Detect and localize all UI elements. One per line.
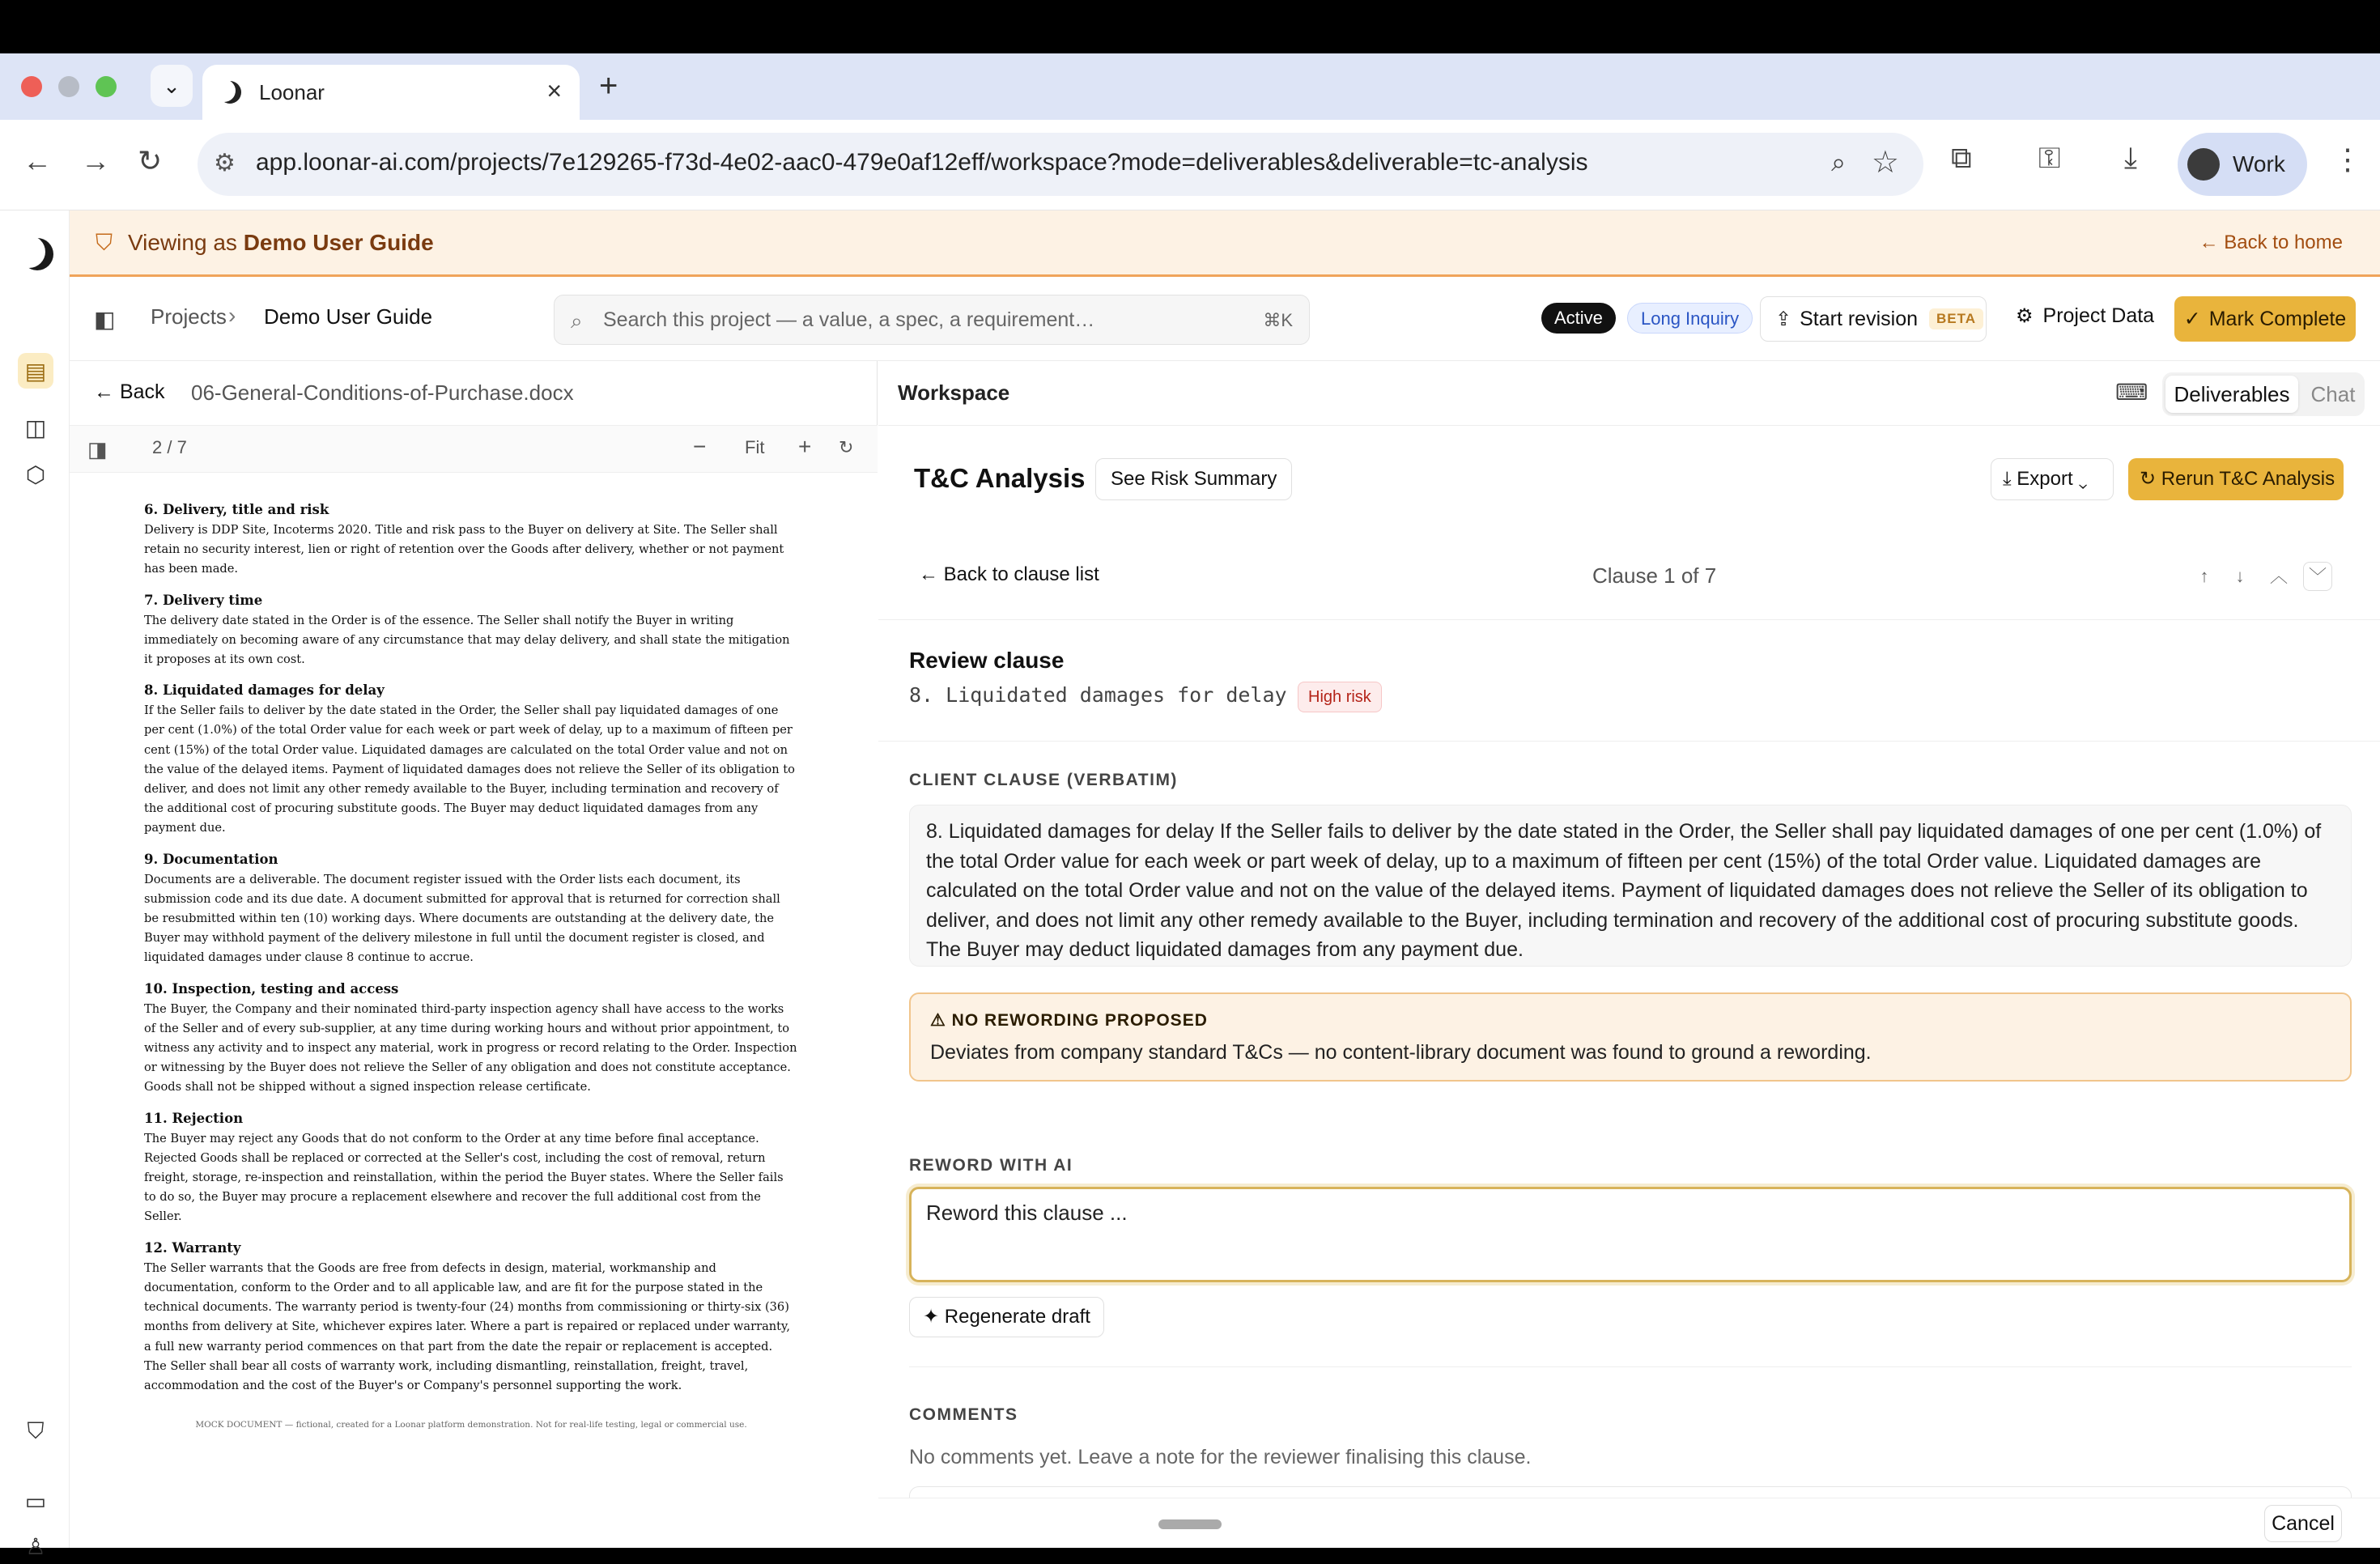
refresh-icon: ↻ — [2140, 468, 2157, 490]
regenerate-draft-label: Regenerate draft — [944, 1306, 1090, 1328]
address-bar[interactable] — [198, 133, 1923, 196]
reword-label: REWORD WITH AI — [909, 1156, 1073, 1175]
document-content — [144, 502, 798, 1430]
close-tab-icon[interactable]: × — [546, 76, 562, 105]
back-to-home-link[interactable]: ← Back to home — [2199, 232, 2343, 253]
chat-bubble-icon[interactable]: ▭ — [24, 1488, 47, 1514]
check-circle-icon: ✓ — [2183, 308, 2201, 330]
page-indicator: 2 / 7 — [152, 437, 187, 457]
mark-complete-button[interactable] — [2174, 296, 2356, 342]
workspace-mode-switch — [2162, 372, 2365, 416]
shield-icon[interactable]: ⛉ — [27, 1417, 45, 1443]
upload-icon: ⇪ — [1775, 308, 1792, 330]
beta-badge: BETA — [1929, 308, 1983, 329]
tab-title: Loonar — [259, 79, 325, 104]
site-settings-icon[interactable]: ⚙ — [214, 150, 236, 176]
shield-icon: ⛉ — [96, 230, 113, 255]
thumbnails-panel-icon[interactable]: ◨ — [87, 437, 108, 461]
sliders-icon: ⚙ — [2016, 305, 2034, 327]
url-text[interactable]: app.loonar-ai.com/projects/7e129265-f73d-4e02-aac0-479e0af12eff/workspace?mode=deliverables&deliverable=tc-analysis — [256, 149, 1588, 176]
password-key-icon[interactable]: ⚿ — [2038, 141, 2061, 174]
resize-handle[interactable] — [1158, 1519, 1222, 1529]
close-window-button[interactable] — [21, 76, 42, 97]
sidebar-toggle-icon[interactable]: ◧ — [94, 307, 116, 332]
breadcrumb-projects[interactable]: Projects — [151, 304, 227, 329]
tab-chat[interactable]: Chat — [2310, 382, 2356, 406]
search-placeholder: Search this project — a value, a spec, a requirement… — [603, 308, 1095, 331]
viewing-as-text — [128, 230, 434, 256]
rotate-icon[interactable]: ↻ — [839, 437, 854, 457]
maximize-window-button[interactable] — [96, 76, 117, 97]
project-data-button[interactable] — [2016, 304, 2154, 328]
loonar-favicon-icon — [219, 81, 241, 104]
no-rewording-alert — [909, 992, 2352, 1082]
document-page — [70, 473, 878, 1548]
zoom-icon[interactable]: ⌕ — [1831, 147, 1846, 176]
review-clause-header — [878, 620, 2380, 742]
divider — [909, 1366, 2352, 1367]
mark-complete-label: Mark Complete — [2208, 307, 2347, 330]
loonar-logo[interactable] — [21, 238, 53, 270]
new-tab-button[interactable]: + — [599, 68, 618, 104]
profile-button[interactable] — [2178, 133, 2307, 196]
warning-icon: ⚠ — [930, 1011, 946, 1030]
analysis-toolbar — [878, 426, 2380, 539]
document-section-title: 6. Delivery, title and risk — [144, 502, 329, 517]
rerun-analysis-label: Rerun T&C Analysis — [2161, 468, 2335, 490]
arrow-up-icon[interactable]: ↑ — [2199, 566, 2209, 586]
viewing-as-user: Demo User Guide — [243, 230, 434, 255]
document-footer-note: MOCK DOCUMENT — fictional, created for a Loonar platform demonstration. Not for real-life testing, legal or commercial use. — [195, 1420, 747, 1430]
document-toolbar — [70, 426, 878, 473]
document-section-body: Delivery is DDP Site, Incoterms 2020. Title and risk pass to the Buyer on delivery at Site. The Seller shall retain no security interest, lien or right of retention over the Goods after delivery, whether or not payment has been made. — [144, 523, 784, 576]
start-revision-label: Start revision — [1800, 307, 1918, 330]
reload-icon[interactable]: ↻ — [138, 144, 163, 177]
project-data-label: Project Data — [2042, 304, 2155, 327]
document-section-body: Documents are a deliverable. The document register issued with the Order lists each document, its submission code and its due date. A document submitted for approval that is returned for correction shall be resubmitted within ten (10) working days. Where documents are outstanding at the delivery date, the Buyer may withhold payment of the delivery milestone in full until the document register is closed, and liquidated damages under clause 8 continue to accrue. — [144, 872, 780, 965]
back-arrow-icon[interactable]: ← — [23, 144, 52, 177]
regenerate-draft-button[interactable] — [909, 1297, 1104, 1337]
left-rail — [0, 210, 70, 1559]
no-comments-text: No comments yet. Leave a note for the reviewer finalising this clause. — [909, 1446, 1532, 1468]
document-section-title: 9. Documentation — [144, 851, 278, 867]
clause-counter: Clause 1 of 7 — [1592, 563, 1717, 588]
document-section-body: The Buyer may reject any Goods that do not conform to the Order at any time before final acceptance. Rejected Goods shall be replaced or corrected at the Seller's cost, including the cost of removal, return freight, storage, re-inspection and reinstallation, within the period the Buyer states. Where the Seller fails to do so, the Buyer may procure a replacement elsewhere and recover the full additional cost from the Seller. — [144, 1131, 784, 1224]
zoom-out-button[interactable]: − — [693, 434, 707, 459]
document-section-title: 8. Liquidated damages for delay — [144, 682, 385, 699]
risk-badge: High risk — [1298, 682, 1382, 712]
document-viewer — [70, 361, 878, 1548]
alert-title-text: NO REWORDING PROPOSED — [951, 1011, 1208, 1030]
document-section-title: 11. Rejection — [144, 1110, 244, 1126]
document-back-button[interactable]: ← Back — [94, 380, 165, 403]
forward-arrow-icon[interactable]: → — [81, 144, 110, 177]
workspace-header — [878, 361, 2380, 426]
back-to-home-label: Back to home — [2224, 232, 2343, 253]
package-icon[interactable]: ⬡ — [25, 461, 46, 487]
reword-input[interactable]: Reword this clause ... — [909, 1187, 2352, 1282]
document-back-label: Back — [119, 380, 165, 403]
tab-search-button[interactable] — [151, 65, 193, 107]
download-icon: ⤓ — [2003, 468, 2012, 490]
chevron-down-icon: ⌄ — [163, 73, 181, 98]
keyboard-icon[interactable]: ⌨ — [2115, 380, 2148, 405]
zoom-fit-button[interactable]: Fit — [745, 437, 765, 457]
search-shortcut: ⌘K — [1263, 310, 1293, 330]
browser-window — [0, 53, 2380, 1559]
document-file-name: 06-General-Conditions-of-Purchase.docx — [191, 380, 574, 405]
export-button[interactable] — [1991, 458, 2114, 500]
tab-deliverables[interactable]: Deliverables — [2165, 376, 2298, 413]
projects-folder-icon[interactable]: ▤ — [18, 353, 53, 389]
workspace-title: Workspace — [898, 380, 1010, 405]
tab-strip — [0, 53, 2380, 120]
alert-title — [930, 1010, 1208, 1031]
client-clause-text: 8. Liquidated damages for delay If the Seller fails to deliver by the date stated in the Order, the Seller shall pay liquidated damages of one per cent (1.0%) of the total Order value for each week or part week of delay, up to a maximum of fifteen per cent (15%) of the total Order value. Liquidated damages are calculated on the total Order value and not on the value of the delayed items. Payment of liquidated damages does not relieve the Seller of its obligation to deliver, and does not limit any other remedy available to the Buyer, including termination and recovery of the additional cost of procuring substitute goods. The Buyer may deduct liquidated damages from any payment due. — [909, 805, 2352, 967]
profile-name: Work — [2233, 151, 2285, 176]
download-icon[interactable]: ⤓ — [2124, 141, 2137, 174]
workspace-footer — [878, 1498, 2380, 1548]
client-clause-label: CLIENT CLAUSE (VERBATIM) — [909, 771, 1178, 789]
extensions-icon[interactable]: ⧉ — [1951, 141, 1972, 174]
viewing-as-prefix: Viewing as — [128, 230, 244, 255]
chevron-up-icon[interactable]: ︿ — [2269, 566, 2288, 586]
library-book-icon[interactable]: ◫ — [24, 414, 47, 440]
document-viewer-header — [70, 361, 878, 426]
document-section-body: The delivery date stated in the Order is of the essence. The Seller shall notify the Buyer in writing immediately on becoming aware of any circumstance that may delay delivery, and shall state the mitigation it proposes at its own cost. — [144, 613, 790, 667]
back-to-clause-list-button[interactable]: ← Back to clause list — [919, 563, 1099, 585]
zoom-in-button[interactable]: + — [798, 434, 812, 459]
breadcrumb-project[interactable]: Demo User Guide — [264, 304, 433, 329]
document-section-body: If the Seller fails to deliver by the date stated in the Order, the Seller shall pay liquidated damages of one per cent (1.0%) of the total Order value for each week or part week of delay, up to a maximum of fifteen per cent (15%) of the total Order value. Liquidated damages are calculated on the total Order value and not on the value of the delayed items. Payment of liquidated damages does not relieve the Seller of its obligation to deliver, and does not limit any other remedy available to the Buyer, including termination and recovery of the additional cost of procuring substitute goods. The Buyer may deduct liquidated damages from any payment due. — [144, 703, 795, 835]
project-search-input[interactable] — [554, 295, 1310, 345]
clause-navigation — [878, 539, 2380, 620]
start-revision-button[interactable] — [1760, 296, 1987, 342]
browser-tab[interactable] — [202, 65, 580, 120]
back-to-clause-list-label: Back to clause list — [943, 563, 1099, 585]
search-icon: ⌕ — [571, 308, 583, 333]
alert-description: Deviates from company standard T&Cs — no content-library document was found to ground a rewording. — [930, 1041, 1872, 1064]
comments-label: COMMENTS — [909, 1405, 1018, 1424]
sparkles-icon: ✦ — [923, 1306, 940, 1328]
workspace-panel — [878, 361, 2380, 1548]
app-root — [0, 210, 2380, 1559]
document-section-body: The Seller warrants that the Goods are free from defects in design, material, workmanship and documentation, conform to the Order and to all applicable law, and are fit for the purpose stated in the technical documents. The warranty period is twenty-four (24) months from commissioning or thirty-six (36) months from delivery at Site, whichever expires later. Where a part is repaired or replaced under warranty, a full new warranty period commences on that part from the date the repair or replacement is accepted. The Seller shall bear all costs of warranty work, including dismantling, reinstallation, freight, travel, accommodation and the cost of the Buyer's or Company's personnel supporting the work. — [144, 1260, 790, 1392]
rerun-analysis-button[interactable] — [2128, 458, 2344, 500]
project-header — [70, 277, 2380, 361]
browser-toolbar — [0, 120, 2380, 210]
arrow-down-icon[interactable]: ↓ — [2235, 566, 2245, 586]
bookmark-star-icon[interactable]: ☆ — [1871, 146, 1899, 180]
clause-name: 8. Liquidated damages for delay — [909, 683, 1287, 707]
minimize-window-button[interactable] — [58, 76, 79, 97]
export-label: Export — [2017, 468, 2073, 490]
status-badge-active: Active — [1541, 303, 1616, 334]
see-risk-summary-button[interactable]: See Risk Summary — [1095, 458, 1292, 500]
browser-menu-icon[interactable]: ⋮ — [2333, 142, 2362, 176]
chevron-right-icon: › — [228, 303, 236, 328]
chevron-down-icon[interactable]: ﹀ — [2303, 562, 2332, 591]
avatar — [2187, 148, 2220, 181]
document-section-title: 10. Inspection, testing and access — [144, 980, 399, 997]
review-heading: Review clause — [909, 648, 1065, 673]
viewing-as-banner — [70, 210, 2380, 277]
analysis-title: T&C Analysis — [914, 463, 1086, 493]
status-badge-long-inquiry: Long Inquiry — [1627, 303, 1753, 334]
chevron-down-icon: ⌄ — [2078, 468, 2088, 490]
document-section-title: 12. Warranty — [144, 1239, 241, 1256]
user-icon[interactable]: ♙ — [25, 1533, 46, 1559]
document-section-title: 7. Delivery time — [144, 592, 263, 608]
document-section-body: The Buyer, the Company and their nominated third-party inspection agency shall have access to the works of the Seller and of every sub-supplier, at any time during working hours and without prior appointment, to witness any activity and to inspect any material, work in progress or record relating to the Order. Inspection or witnessing by the Buyer does not relieve the Seller of any obligation and does not constitute acceptance. Goods shall not be shipped without a signed inspection release certificate. — [144, 1001, 797, 1094]
cancel-button[interactable]: Cancel — [2264, 1505, 2342, 1542]
